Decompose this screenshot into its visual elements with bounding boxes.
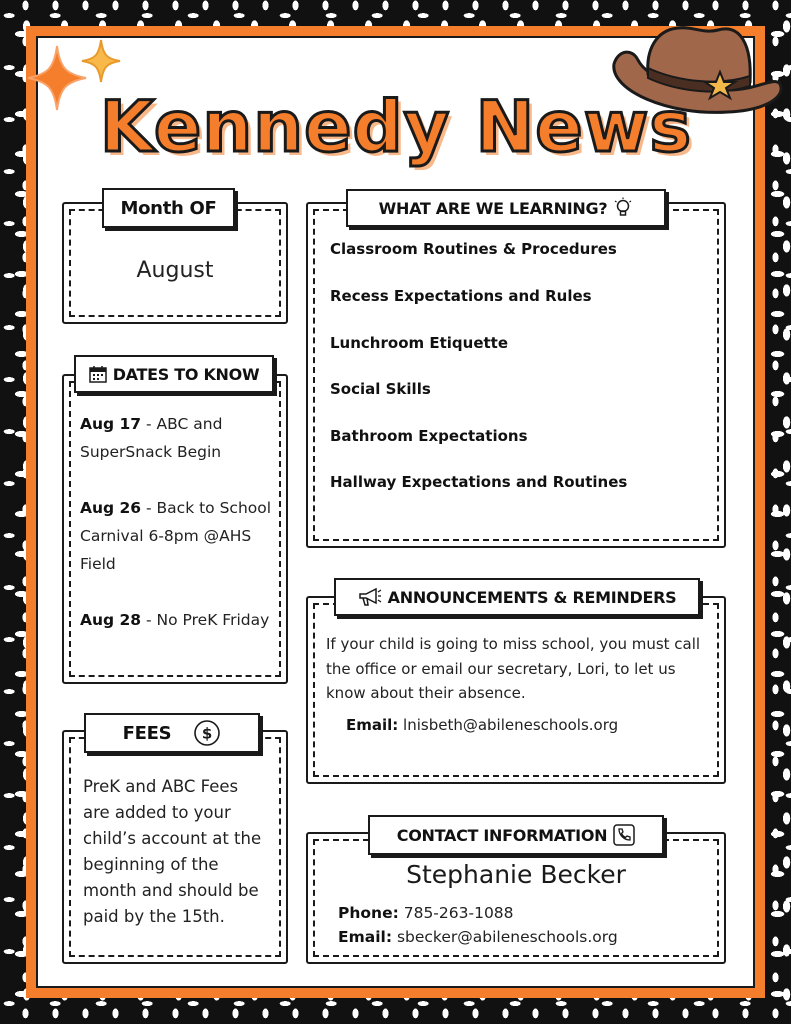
contact-name: Stephanie Becker	[406, 860, 626, 889]
date-text: - Back to School Carnival 6-8pm @AHS Field	[80, 499, 272, 573]
contact-heading-text: CONTACT INFORMATION	[396, 825, 608, 845]
date-text: - No PreK Friday	[141, 611, 270, 629]
calendar-icon	[89, 365, 107, 383]
month-heading	[102, 188, 235, 228]
learning-item: Social Skills	[330, 380, 431, 398]
sparkle-icon	[80, 38, 122, 84]
announcements-email-label: Email:	[346, 716, 399, 734]
learning-item: Recess Expectations and Rules	[330, 287, 592, 305]
fees-heading	[84, 713, 260, 753]
dollar-icon	[193, 719, 221, 747]
announcements-heading-text: ANNOUNCEMENTS & REMINDERS	[387, 587, 677, 607]
fees-body: PreK and ABC Fees are added to your child’s account at the beginning of the month and should be paid by the 15th.	[83, 777, 262, 926]
learning-item: Lunchroom Etiquette	[330, 334, 509, 352]
learning-item: Hallway Expectations and Routines	[330, 473, 628, 491]
contact-heading	[368, 815, 664, 855]
announcements-body: If your child is going to miss school, you must call the office or email our secretary, Lori, to let us know about their absence.	[326, 635, 701, 702]
learning-heading	[346, 189, 666, 227]
fees-heading-text: FEES	[122, 722, 172, 744]
date-label: Aug 26	[80, 499, 142, 517]
dates-list	[80, 410, 276, 662]
contact-phone	[338, 904, 514, 922]
phone-icon	[613, 824, 635, 846]
svg-text:$: $	[202, 724, 213, 743]
learning-item: Classroom Routines & Procedures	[330, 240, 617, 258]
date-label: Aug 17	[80, 415, 142, 433]
date-entry	[80, 494, 276, 578]
lightbulb-icon	[613, 197, 633, 219]
contact-email	[338, 928, 618, 946]
announcements-heading	[334, 578, 700, 616]
month-value: August	[136, 258, 214, 283]
megaphone-icon	[358, 587, 382, 607]
contact-phone-value[interactable]: 785-263-1088	[398, 904, 514, 922]
learning-item: Bathroom Expectations	[330, 427, 528, 445]
date-label: Aug 28	[80, 611, 142, 629]
month-heading-text: Month OF	[120, 197, 217, 219]
announcements-email-value[interactable]: lnisbeth@abileneschools.org	[398, 716, 619, 734]
contact-email-label: Email:	[338, 928, 393, 946]
page-title: Kennedy News	[99, 86, 693, 168]
date-entry	[80, 410, 276, 466]
dates-heading-text: DATES TO KNOW	[112, 364, 260, 384]
date-entry	[80, 606, 276, 634]
learning-heading-text: WHAT ARE WE LEARNING?	[378, 198, 608, 218]
dates-heading	[74, 355, 274, 393]
date-text: - ABC and SuperSnack Begin	[80, 415, 223, 461]
contact-email-value[interactable]: sbecker@abileneschools.org	[392, 928, 618, 946]
announcements-email	[346, 716, 618, 734]
contact-phone-label: Phone:	[338, 904, 399, 922]
